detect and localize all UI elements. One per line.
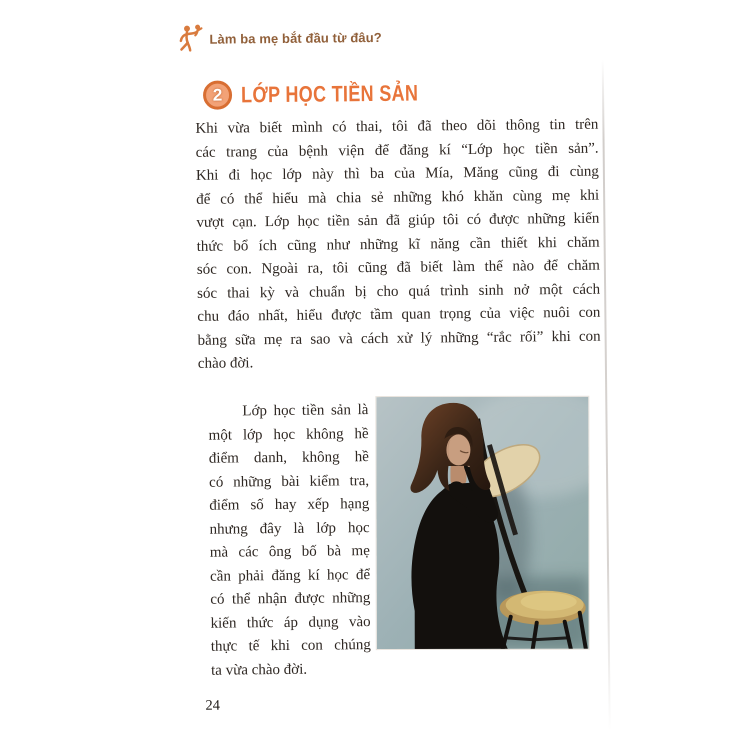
text-line: sóc thai kỳ và chuẩn bị cho quá trình sinh nở một cách bbox=[197, 281, 601, 302]
text-line: Khi vừa biết mình có thai, tôi đã theo dõi thông tin trên bbox=[195, 116, 599, 137]
running-header bbox=[178, 20, 382, 57]
text-line: điểm danh, không hề bbox=[208, 449, 369, 467]
text-line: mà các ông bố bà mẹ bbox=[209, 543, 370, 561]
section-title: LỚP HỌC TIỀN SẢN bbox=[240, 80, 419, 107]
text-line: nhưng đây là lớp học bbox=[209, 519, 370, 538]
text-line: có những bài kiểm tra, bbox=[209, 472, 370, 491]
text-line: sóc con. Ngoài ra, tôi cũng đã biết làm thế nào để chăm bbox=[196, 257, 600, 278]
text-line: kiến thức áp dụng vào bbox=[210, 613, 371, 632]
prenatal-class-photo bbox=[376, 397, 588, 649]
text-line: vượt cạn. Lớp học tiền sản đã giúp tôi có được những kiến bbox=[196, 210, 600, 231]
section-number-badge: 2 bbox=[203, 80, 232, 109]
text-line: để có thể hiểu mà chia sẻ những khó khăn cùng mẹ khi bbox=[196, 187, 600, 208]
section-heading bbox=[203, 78, 463, 110]
book-title: Làm ba mẹ bắt đầu từ đâu? bbox=[209, 29, 382, 47]
text-line: cần phải đăng kí học để bbox=[210, 566, 371, 585]
text-line: điểm số hay xếp hạng bbox=[209, 496, 370, 514]
parent-child-icon bbox=[178, 22, 203, 57]
text-line: thức bổ ích cũng như những kĩ năng cần thiết khi chăm bbox=[196, 234, 600, 255]
text-line: một lớp học không hề bbox=[208, 425, 369, 444]
text-line: chào đời. bbox=[197, 355, 254, 372]
text-line: thực tế khi con chúng bbox=[210, 637, 371, 655]
page-number: 24 bbox=[205, 697, 221, 714]
page-edge-line bbox=[602, 60, 611, 732]
text-line: các trang của bệnh viện để đăng kí “Lớp học tiền sản”. bbox=[195, 140, 599, 161]
text-line: chu đáo nhất, hiểu được tầm quan trọng của việc nuôi con bbox=[197, 304, 601, 325]
text-line: ta vừa chào đời. bbox=[210, 661, 308, 679]
text-line: Khi đi học lớp này thì ba của Mía, Măng cũng đi cùng bbox=[195, 163, 599, 184]
text-line: Lớp học tiền sản là bbox=[242, 402, 369, 420]
intro-paragraph bbox=[195, 114, 601, 377]
text-line: bằng sữa mẹ ra sao và cách xử lý những “rắc rối” khi con bbox=[197, 328, 601, 349]
class-paragraph bbox=[208, 399, 371, 683]
text-line: có thể nhận được những bbox=[210, 590, 371, 608]
